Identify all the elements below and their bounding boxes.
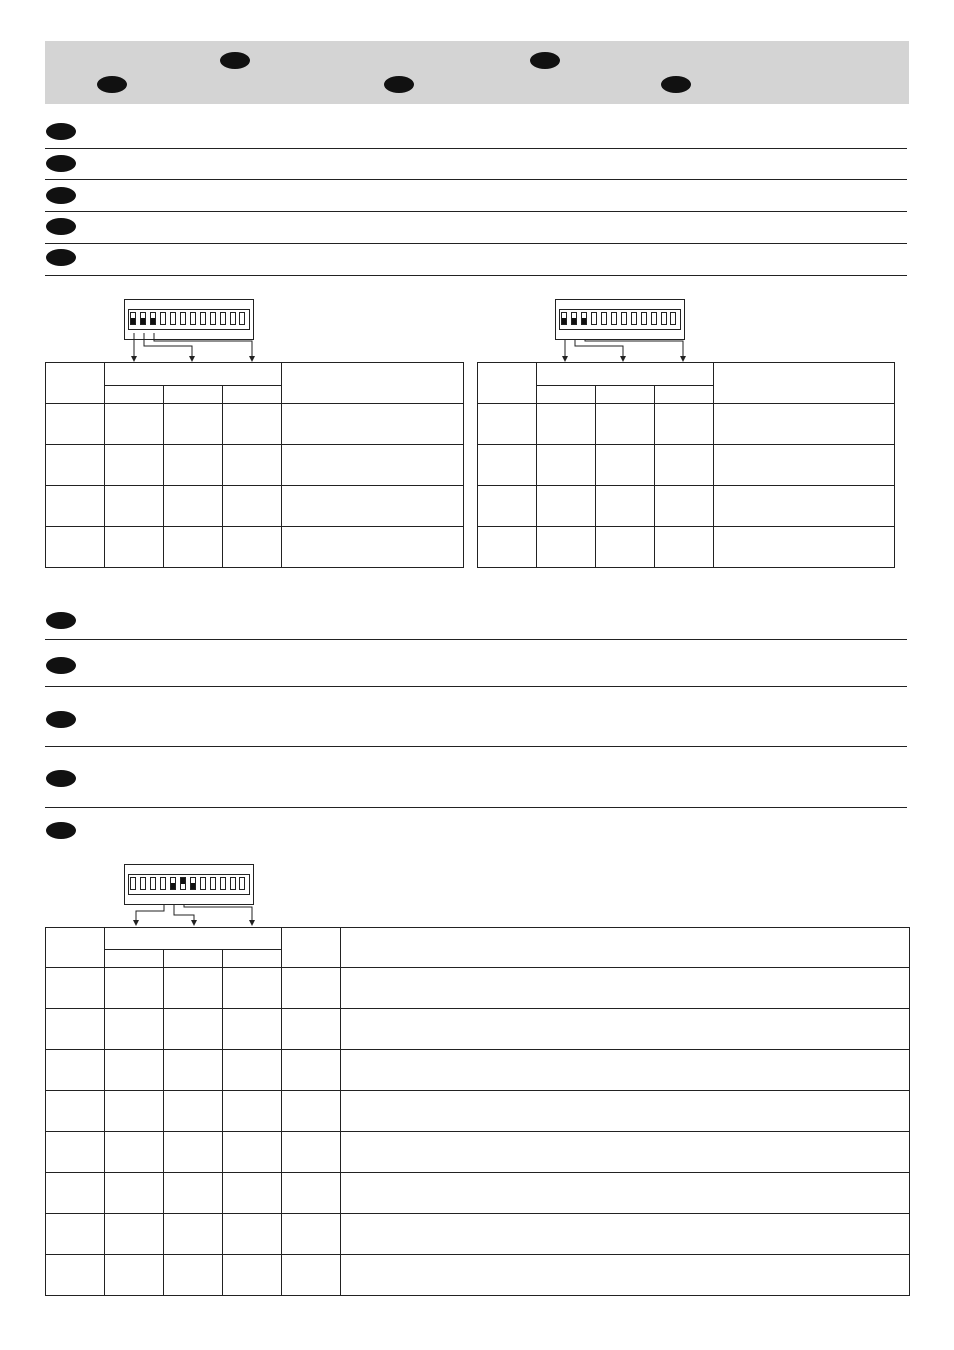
table-row — [46, 486, 464, 527]
divider — [45, 686, 907, 687]
table-row — [478, 404, 895, 445]
dip-switch — [670, 312, 676, 325]
dip-switch — [160, 877, 166, 890]
dip-switch — [220, 877, 226, 890]
dip-switch-diagram — [124, 864, 254, 905]
table-cell — [537, 363, 714, 386]
table-cell — [341, 928, 910, 968]
dip-switch — [130, 877, 136, 890]
dip-switch — [200, 877, 206, 890]
table-row — [46, 1132, 910, 1173]
divider — [45, 746, 907, 747]
table-row — [478, 527, 895, 568]
table-row — [478, 445, 895, 486]
dip-switch-diagram — [555, 299, 685, 340]
table-cell — [164, 386, 223, 404]
dip-switch — [601, 312, 607, 325]
table-row — [46, 968, 910, 1009]
dip-switch — [571, 312, 577, 325]
table-cell — [46, 928, 105, 968]
table-cell — [105, 363, 282, 386]
dip-switch — [641, 312, 647, 325]
dip-switch — [561, 312, 567, 325]
table-row — [46, 404, 464, 445]
settings-table — [477, 362, 895, 568]
divider — [45, 807, 907, 808]
dip-switch — [180, 877, 186, 890]
divider — [45, 639, 907, 640]
table-cell — [164, 950, 223, 968]
table-cell — [655, 386, 714, 404]
settings-table — [45, 927, 910, 1296]
table-row — [46, 1091, 910, 1132]
table-cell — [478, 363, 537, 404]
dip-switch — [661, 312, 667, 325]
table-row — [46, 527, 464, 568]
table-cell — [282, 928, 341, 968]
language-badge — [46, 770, 76, 787]
table-cell — [223, 386, 282, 404]
table-cell — [105, 950, 164, 968]
settings-table — [45, 362, 464, 568]
dip-switch — [621, 312, 627, 325]
table-cell — [282, 363, 464, 404]
table-cell — [105, 386, 164, 404]
dip-switch — [631, 312, 637, 325]
dip-switch — [591, 312, 597, 325]
dip-switch — [170, 877, 176, 890]
language-badge — [46, 711, 76, 728]
dip-switch — [190, 877, 196, 890]
table-row — [46, 1050, 910, 1091]
table-row — [46, 1173, 910, 1214]
table-cell — [46, 363, 105, 404]
dip-switch — [150, 877, 156, 890]
dip-switch — [140, 877, 146, 890]
table-cell — [596, 386, 655, 404]
table-cell — [537, 386, 596, 404]
table-cell — [105, 928, 282, 950]
dip-switch — [651, 312, 657, 325]
dip-switch — [239, 877, 245, 890]
dip-switch — [230, 877, 236, 890]
table-row — [46, 1009, 910, 1050]
dip-switch — [210, 877, 216, 890]
table-row — [46, 1255, 910, 1296]
table-row — [46, 445, 464, 486]
language-badge — [46, 657, 76, 674]
language-badge — [46, 612, 76, 629]
dip-switch — [611, 312, 617, 325]
table-cell — [714, 363, 895, 404]
table-row — [46, 1214, 910, 1255]
dip-switch — [581, 312, 587, 325]
language-badge — [46, 822, 76, 839]
table-cell — [223, 950, 282, 968]
table-row — [478, 486, 895, 527]
